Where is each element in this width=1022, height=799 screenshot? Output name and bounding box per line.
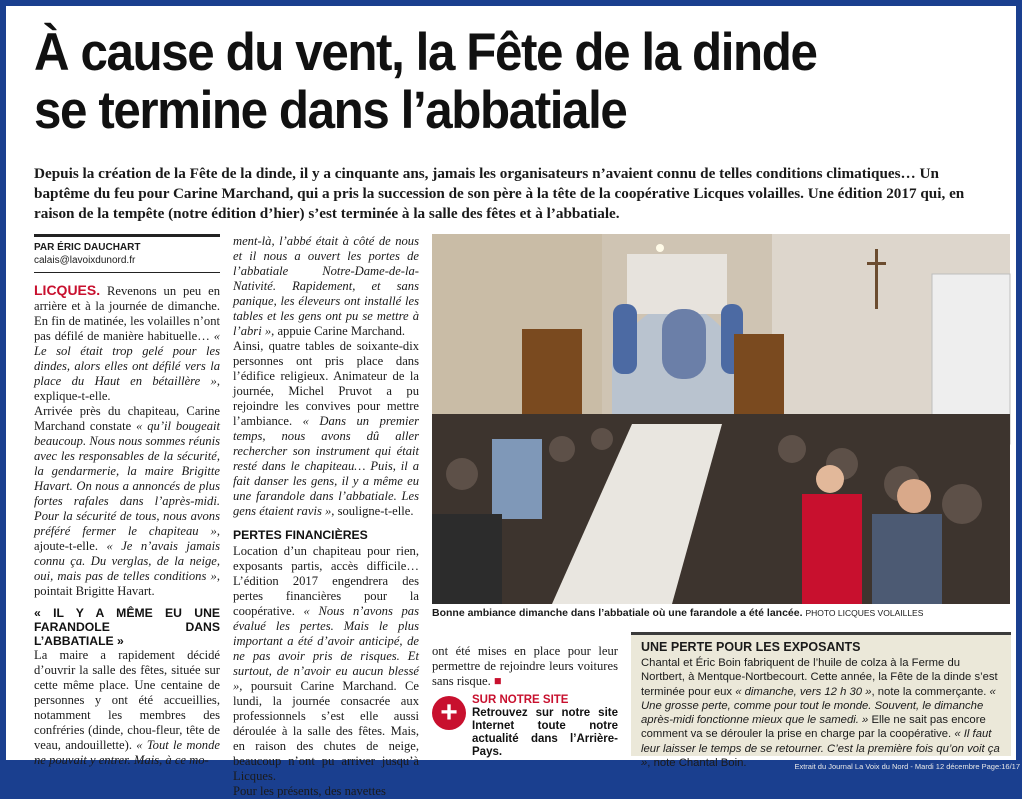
caption-text: Bonne ambiance dimanche dans l’abbatiale où une farandole a été lancée. [432, 607, 803, 619]
subheading-pertes: PERTES FINANCIÈRES [233, 528, 368, 542]
article-column-2 [233, 234, 419, 799]
article-photo [432, 234, 1010, 604]
paragraph: Arrivée près du chapiteau, Carine Marchand constate « qu’il bougeait beaucoup. Nous nous sommes réunis avec les responsables de la sécurité, la gendarmerie, la maire Brigitte Havart. On nous a annoncés de plus fortes rafales dans l’après-midi. Pour la sécurité de tous, nous avons préféré fermer le chapiteau », ajoute-t-elle. « Je n’avais jamais connu ça. Du verglas, de la neige, oui, mais pas de telles conditions », pointait Brigitte Havart. [34, 404, 220, 598]
paragraph: ont été mises en place pour leur permettre de rejoindre leurs voitures sans risque. ■ [432, 644, 618, 688]
box-title: UNE PERTE POUR LES EXPOSANTS [641, 640, 861, 654]
city-lead: LICQUES. [34, 282, 101, 298]
photo-caption [432, 607, 1010, 620]
website-promo-text: Retrouvez sur notre site Internet toute notre actualité dans l’Arrière-Pays. [472, 707, 618, 758]
box-text: Chantal et Éric Boin fabriquent de l’huile de colza à la Ferme du Nortbert, à Mentque-Nortbecourt. Cette année, la Fête de la dinde s’est terminée pour eux « dimanche, vers 12 h 30 », note la commerçante. « Une grosse perte, comme pour tout le monde. Souvent, le dimanche après-midi fonctionne mieux que le samedi. » Elle ne sait pas encore comment va se dérouler la prise en charge par la coopérative. « Il faut leur laisser le temps de se retourner. C’est la première fois qu’on voit ça », note Chantal Boin. [641, 657, 1000, 770]
page-footer: Extrait du Journal La Voix du Nord - Mardi 12 décembre Page:16/17 [794, 762, 1020, 771]
plus-icon: + [432, 696, 466, 730]
article-column-3 [432, 644, 618, 759]
end-mark: ■ [493, 674, 502, 688]
headline-line-2: se termine dans l’abbatiale [34, 81, 627, 140]
paragraph: Ainsi, quatre tables de soixante-dix personnes ont pris place dans l’édifice religieux. Animateur de la journée, Michel Pruvot a pu rejoindre les convives pour mettre l’ambiance. « Dans un premier temps, nous avons dû aller rechercher son instrument qui était resté dans le chapiteau… Puis, il a fait danser les gens, il y a même eu une farandole dans l’abbatiale. Les gens étaient ravis », souligne-t-elle. [233, 339, 419, 518]
paragraph: La maire a rapidement décidé d’ouvrir la salle des fêtes, située sur cette même place. Une centaine de personnes y ont été accueillies, notamment les membres des confréries (dinde, chou-fleur, tête de veau, andouillette). « Tout le monde ne pouvait y entrer. Mais, à ce mo- [34, 648, 220, 767]
byline-rule [34, 272, 220, 273]
byline-email: calais@lavoixdunord.fr [34, 255, 136, 266]
paragraph: ment-là, l’abbé était à côté de nous et il nous a ouvert les portes de l’abbatiale Notre-Dame-de-la-Nativité. Rapidement, et sans panique, les éleveurs ont installé les tables et les gens ont pu se mettre à l’abri », appuie Carine Marchand. [233, 234, 419, 338]
byline-author: PAR ÉRIC DAUCHART [34, 242, 141, 253]
article-column-1 [34, 234, 220, 768]
website-promo-title: SUR NOTRE SITE [472, 694, 569, 706]
headline [34, 24, 927, 140]
headline-line-1: À cause du vent, la Fête de la dinde [34, 23, 817, 82]
paragraph: Pour les présents, des navettes [233, 784, 386, 798]
lede-paragraph: Depuis la création de la Fête de la dinde, il y a cinquante ans, jamais les organisateurs n’avaient connu de telles conditions climatiques… Un baptême du feu pour Carine Marchand, qui a pris la succession de son père à la tête de la coopérative Licques volailles. Une édition 2017 qui, en raison de la tempête (notre édition d’hier) s’est terminée à la salle des fêtes et à l’abbatiale. [34, 165, 965, 222]
paragraph: Location d’un chapiteau pour rien, exposants partis, accès difficile… L’édition 2017 engendrera des pertes financières pour la coopérative. « Nous n’avons pas évalué les pertes. Mais le plus important a été d’avoir anticipé, de ne pas avoir pris de risques. Et surtout, de n’avoir eu aucun blessé », poursuit Carine Marchand. Ce lundi, la journée consacrée aux professionnels s’est elle aussi déroulée à la salle des fêtes. Mais, en raison des chutes de neige, beaucoup n’ont pu arriver jusqu’à Licques. [233, 544, 419, 783]
column-rule [34, 234, 220, 237]
subheading-farandole: « IL Y A MÊME EU UNE FARANDOLE DANS L’ABBATIALE » [34, 606, 220, 648]
website-promo[interactable] [432, 694, 618, 759]
photo-credit: PHOTO LICQUES VOLAILLES [805, 608, 924, 618]
paragraph: LICQUES. Revenons un peu en arrière et à la journée de dimanche. En fin de matinée, les volailles n’ont pas défilé de manière habituelle… « Le sol était trop gelé pour les dindes, alors elles ont défilé vers la place du Haut en bétaillère », explique-t-elle. [34, 282, 220, 403]
abbey-interior-image [432, 234, 1010, 604]
